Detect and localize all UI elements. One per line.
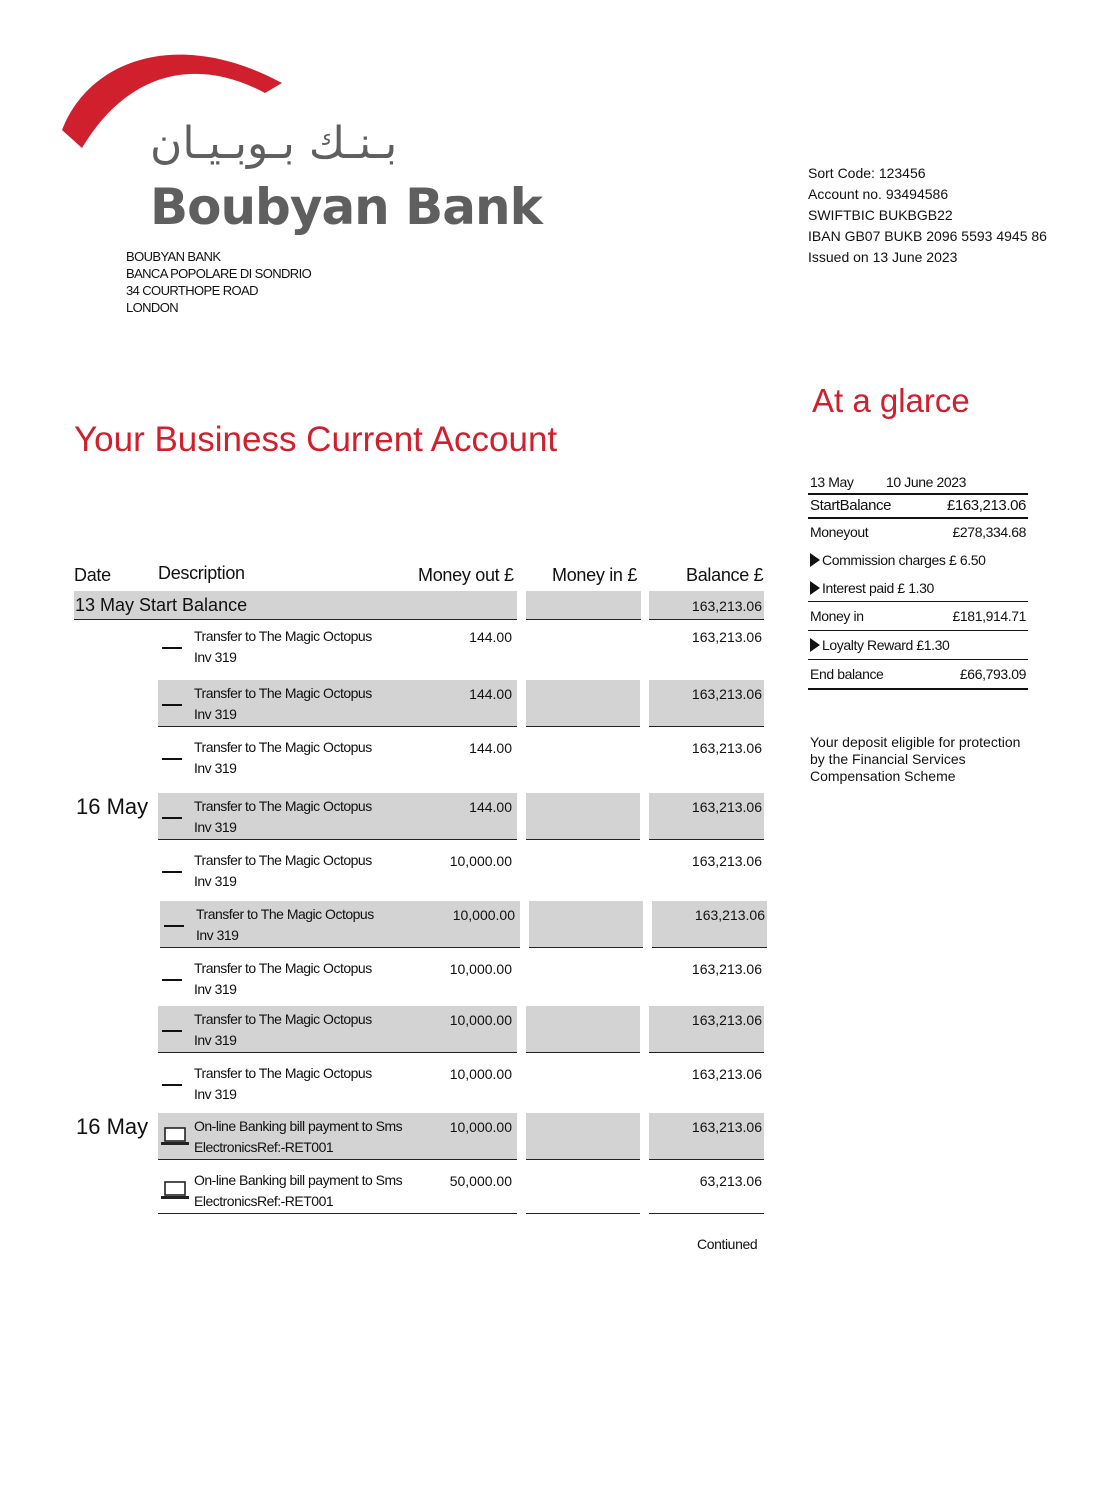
account-info (808, 163, 1047, 268)
start-balance-label: 13 May Start Balance (75, 595, 248, 615)
money-out-value: 10,000.00 (449, 1119, 512, 1135)
laptop-icon (160, 1125, 190, 1149)
header-money-out: Money out £ (418, 565, 514, 585)
loyalty-reward: Loyalty Reward £1.30 (822, 637, 950, 653)
transaction-description (194, 958, 372, 1000)
period-end: 10 June 2023 (886, 474, 967, 490)
sort-code: Sort Code: 123456 (808, 165, 926, 181)
description-line: Transfer to The Magic Octopus (194, 960, 372, 976)
triangle-bullet-icon (810, 553, 820, 567)
start-balance-label: StartBalance (810, 497, 892, 514)
glance-title: At a glarce (812, 382, 970, 419)
transaction-date: 16 May (76, 794, 149, 819)
description-line: Transfer to The Magic Octopus (194, 798, 372, 814)
header-description: Description (158, 563, 245, 583)
transaction-description (194, 796, 372, 838)
dash-icon (162, 758, 182, 760)
money-in-cell (526, 793, 640, 840)
dash-icon (162, 647, 182, 649)
money-out-value: 50,000.00 (449, 1173, 512, 1189)
bank-name-english: Boubyan Bank (150, 178, 542, 236)
iban: IBAN GB07 BUKB 2096 5593 4945 86 (808, 228, 1047, 244)
description-line: Transfer to The Magic Octopus (194, 1011, 372, 1027)
dash-icon (162, 871, 182, 873)
transaction-description (194, 1063, 372, 1105)
address-line: BOUBYAN BANK (126, 249, 221, 264)
description-line: On-line Banking bill payment to Sms (194, 1172, 403, 1188)
balance-value: 163,213.06 (694, 907, 765, 923)
transaction-description (194, 737, 372, 779)
header-balance: Balance £ (686, 565, 764, 585)
address-line: LONDON (126, 300, 179, 315)
end-balance-value: £66,793.09 (959, 666, 1026, 682)
money-in-cell (526, 1167, 640, 1214)
money-in-cell (526, 680, 640, 727)
money-out-value: 144.00 (469, 740, 512, 756)
balance-value: 163,213.06 (691, 799, 762, 815)
address-line: 34 COURTHOPE ROAD (126, 283, 258, 298)
balance-value: 163,213.06 (691, 1119, 762, 1135)
transaction-description (196, 904, 374, 946)
dash-icon (162, 817, 182, 819)
money-out-value: 144.00 (469, 686, 512, 702)
balance-value: 63,213.06 (699, 1173, 762, 1189)
protection-line: Your deposit eligible for protection (810, 734, 1021, 750)
page-title: Your Business Current Account (74, 420, 558, 459)
dash-icon (164, 925, 184, 927)
balance-cell (649, 591, 764, 620)
transaction-description (194, 683, 372, 725)
dash-icon (162, 1084, 182, 1086)
money-out-value: 10,000.00 (449, 961, 512, 977)
header-date: Date (74, 565, 111, 585)
transaction-date: 16 May (76, 1114, 149, 1139)
swift-bic: SWIFTBIC BUKBGB22 (808, 207, 953, 223)
description-line: Inv 319 (194, 760, 237, 776)
dash-icon (162, 1030, 182, 1032)
dash-icon (162, 704, 182, 706)
description-line: Inv 319 (194, 819, 237, 835)
description-line: Transfer to The Magic Octopus (196, 906, 374, 922)
protection-notice (810, 734, 1020, 785)
description-line: ElectronicsRef:-RET001 (194, 1193, 334, 1209)
dash-icon (162, 979, 182, 981)
moneyin-label: Money in (810, 608, 864, 624)
balance-value: 163,213.06 (691, 1066, 762, 1082)
balance-value: 163,213.06 (691, 961, 762, 977)
description-line: Inv 319 (194, 706, 237, 722)
period-start: 13 May (810, 474, 854, 490)
description-line: Inv 319 (194, 873, 237, 889)
description-line: Transfer to The Magic Octopus (194, 1065, 372, 1081)
money-in-cell (526, 591, 641, 620)
triangle-bullet-icon (810, 581, 820, 595)
description-line: Inv 319 (194, 981, 237, 997)
balance-value: 163,213.06 (691, 740, 762, 756)
balance-value: 163,213.06 (691, 629, 762, 645)
description-line: On-line Banking bill payment to Sms (194, 1118, 403, 1134)
triangle-bullet-icon (810, 638, 820, 652)
transaction-description (194, 626, 372, 668)
balance-value: 163,213.06 (691, 853, 762, 869)
money-out-value: 144.00 (469, 629, 512, 645)
money-in-cell (526, 1113, 640, 1160)
transaction-description (194, 1009, 372, 1051)
description-line: Inv 319 (196, 927, 239, 943)
transaction-description (194, 1116, 402, 1158)
account-number: Account no. 93494586 (808, 186, 949, 202)
description-line: ElectronicsRef:-RET001 (194, 1139, 334, 1155)
glance-summary (808, 472, 1028, 690)
money-out-value: 10,000.00 (449, 1012, 512, 1028)
bank-address (126, 248, 311, 316)
description-line: Inv 319 (194, 1086, 237, 1102)
end-balance-label: End balance (810, 666, 884, 682)
bank-name-arabic: بـنـك بـوبـيـان (150, 118, 398, 169)
start-balance-value: £163,213.06 (946, 497, 1026, 514)
header-money-in: Money in £ (552, 565, 638, 585)
description-line: Transfer to The Magic Octopus (194, 852, 372, 868)
laptop-icon (160, 1179, 190, 1203)
interest-paid: Interest paid £ 1.30 (822, 580, 934, 596)
transaction-description (194, 850, 372, 892)
money-out-value: 10,000.00 (449, 1066, 512, 1082)
balance-value: 163,213.06 (691, 1012, 762, 1028)
moneyin-value: £181,914.71 (952, 608, 1026, 624)
money-out-value: 10,000.00 (449, 853, 512, 869)
protection-line: Compensation Scheme (810, 768, 956, 784)
money-out-value: 144.00 (469, 799, 512, 815)
money-out-value: 10,000.00 (452, 907, 515, 923)
transaction-description (194, 1170, 402, 1212)
description-line: Transfer to The Magic Octopus (194, 739, 372, 755)
protection-line: by the Financial Services (810, 751, 966, 767)
description-line: Transfer to The Magic Octopus (194, 685, 372, 701)
moneyout-label: Moneyout (810, 524, 869, 540)
start-balance-value: 163,213.06 (691, 598, 762, 614)
money-in-cell (529, 901, 643, 948)
commission-charges: Commission charges £ 6.50 (822, 552, 986, 568)
issue-date: Issued on 13 June 2023 (808, 249, 958, 265)
description-line: Inv 319 (194, 1032, 237, 1048)
description-line: Transfer to The Magic Octopus (194, 628, 372, 644)
description-line: Inv 319 (194, 649, 237, 665)
balance-value: 163,213.06 (691, 686, 762, 702)
address-line: BANCA POPOLARE DI SONDRIO (126, 266, 312, 281)
continued-label: Contiuned (697, 1236, 758, 1252)
money-in-cell (526, 1006, 640, 1053)
start-balance-row (74, 591, 517, 620)
moneyout-value: £278,334.68 (952, 524, 1026, 540)
